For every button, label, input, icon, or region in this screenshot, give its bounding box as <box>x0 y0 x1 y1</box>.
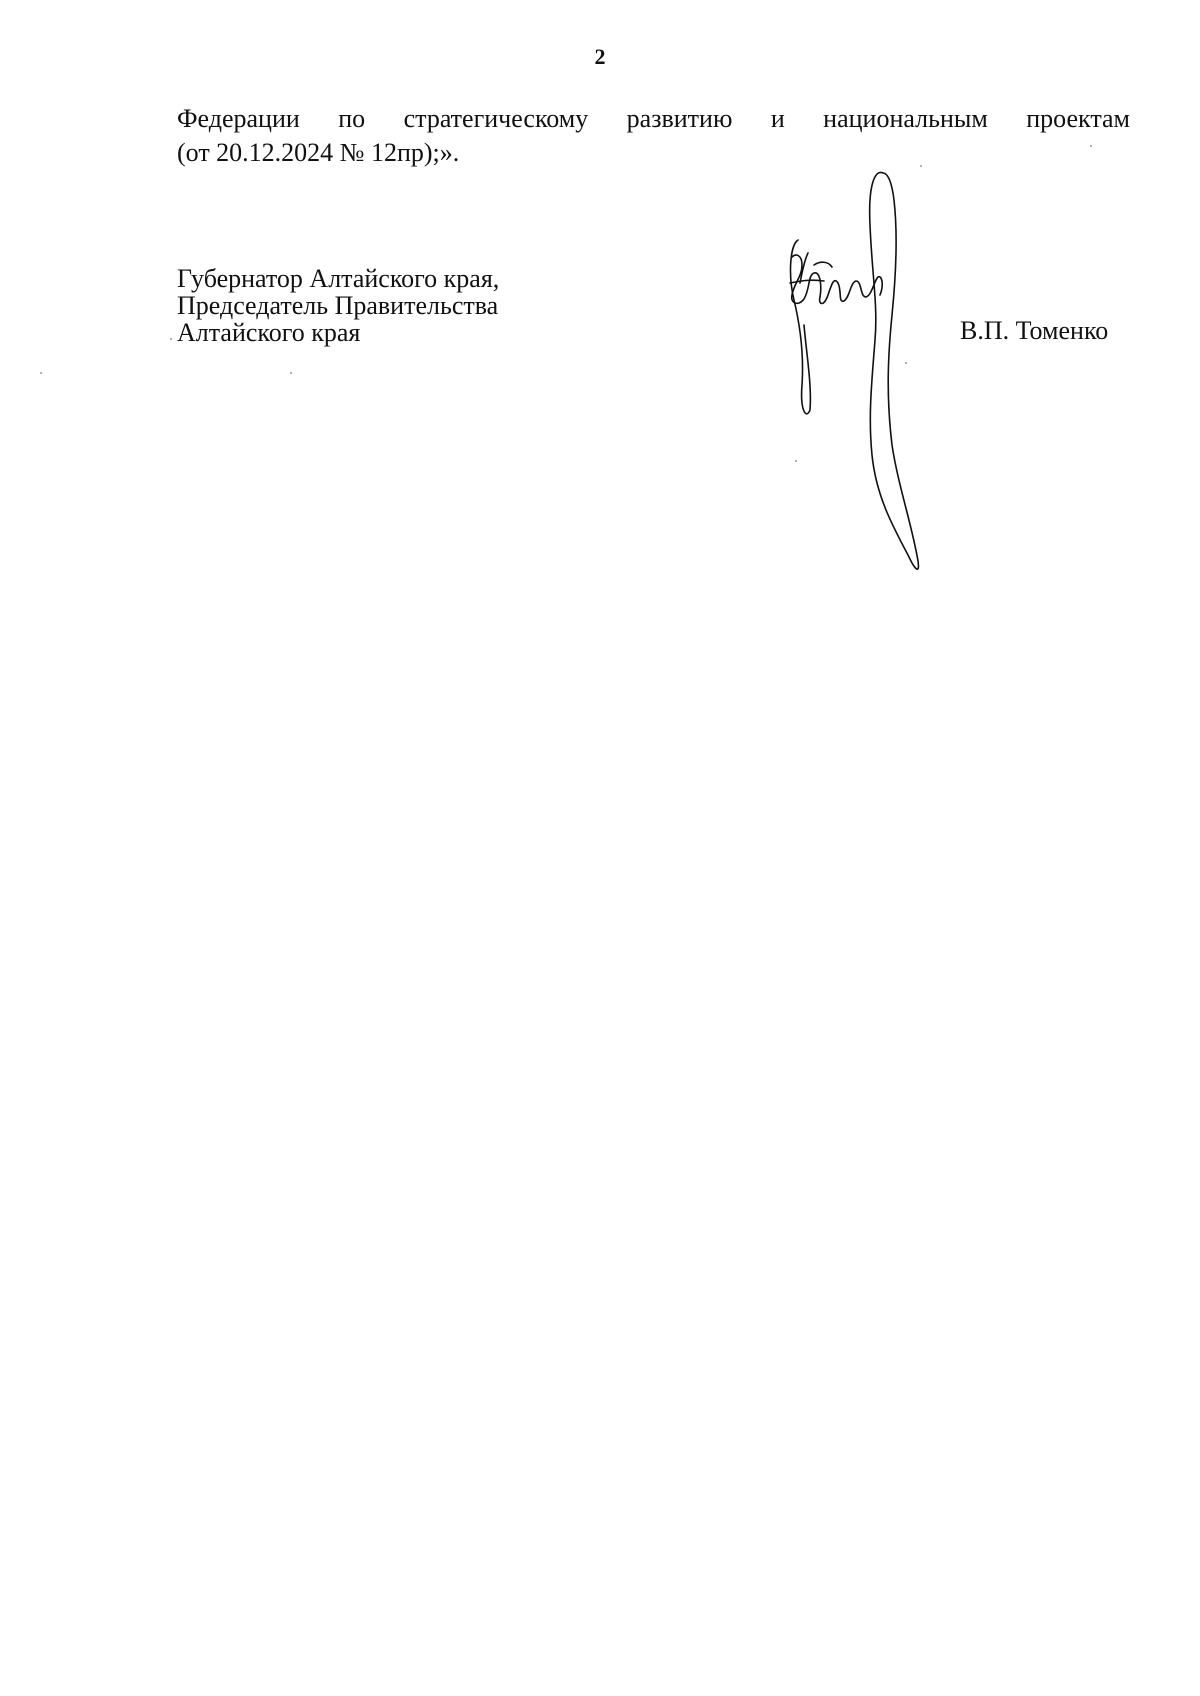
page-number: 2 <box>594 44 606 69</box>
scan-speck <box>1090 145 1092 147</box>
position-line-2: Председатель Правительства <box>177 291 499 320</box>
position-line-1: Губернатор Алтайского края, <box>177 264 500 293</box>
position-line-3: Алтайского края <box>177 318 361 347</box>
signatory-position <box>177 265 499 346</box>
body-line-2: (от 20.12.2024 № 12пр);». <box>177 138 460 167</box>
scan-speck <box>290 372 292 374</box>
handwritten-signature <box>780 165 940 585</box>
body-paragraph <box>177 102 1130 170</box>
signer-name: В.П. Томенко <box>960 316 1109 345</box>
body-line-1: Федерации по стратегическому развитию и национальным проектам <box>177 104 1130 133</box>
scan-speck <box>905 362 907 364</box>
scan-speck <box>920 165 922 167</box>
scan-speck <box>795 460 797 462</box>
scan-speck <box>170 338 172 340</box>
scan-speck <box>40 372 42 374</box>
